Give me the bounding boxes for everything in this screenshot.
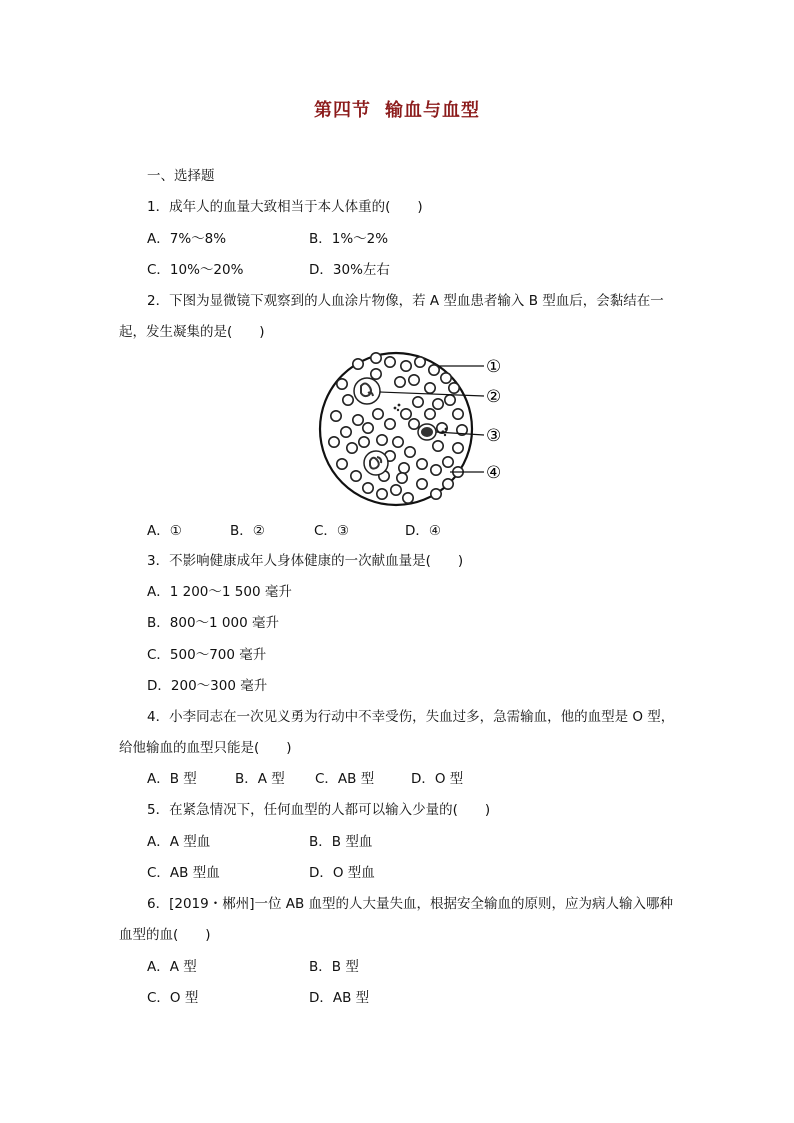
red-blood-cell xyxy=(441,373,451,383)
red-blood-cell xyxy=(363,423,373,433)
q4-stem-line2: 给他输血的血型只能是( ) xyxy=(119,740,292,756)
red-blood-cell xyxy=(443,457,453,467)
q1-option-c: C．10%～20% xyxy=(147,262,244,278)
red-blood-cell xyxy=(363,483,373,493)
q3-option-c: C．500～700 毫升 xyxy=(147,647,267,663)
red-blood-cell xyxy=(417,479,427,489)
red-blood-cell xyxy=(353,359,363,369)
red-blood-cell xyxy=(377,435,387,445)
red-blood-cell xyxy=(385,419,395,429)
red-blood-cell xyxy=(399,463,409,473)
red-blood-cell xyxy=(401,409,411,419)
q6-option-d: D．AB 型 xyxy=(309,990,370,1006)
red-blood-cell xyxy=(337,459,347,469)
red-blood-cell xyxy=(453,409,463,419)
red-blood-cell xyxy=(343,395,353,405)
label-2: ② xyxy=(486,387,502,407)
red-blood-cell xyxy=(429,365,439,375)
red-blood-cell xyxy=(431,489,441,499)
page-title xyxy=(0,96,794,122)
q4-stem-line1: 4．小李同志在一次见义勇为行动中不幸受伤，失血过多，急需输血，他的血型是 O 型， xyxy=(147,709,675,725)
blood-smear-figure xyxy=(318,344,528,516)
red-blood-cell xyxy=(409,419,419,429)
q6-option-a: A．A 型 xyxy=(147,959,197,975)
q5-option-a: A．A 型血 xyxy=(147,834,211,850)
red-blood-cell xyxy=(417,459,427,469)
red-blood-cell xyxy=(413,397,423,407)
label-1: ① xyxy=(486,357,502,377)
q2-option-a: A．① xyxy=(147,523,182,539)
q1-stem: 1．成年人的血量大致相当于本人体重的( ) xyxy=(147,199,423,215)
red-blood-cell xyxy=(401,361,411,371)
q5-option-c: C．AB 型血 xyxy=(147,865,220,881)
white-blood-cell-lower xyxy=(364,451,388,475)
q3-option-d: D．200～300 毫升 xyxy=(147,678,268,694)
red-blood-cell xyxy=(395,377,405,387)
red-blood-cell xyxy=(453,443,463,453)
q4-option-c: C．AB 型 xyxy=(315,771,375,787)
q5-option-d: D．O 型血 xyxy=(309,865,375,881)
red-blood-cell xyxy=(425,383,435,393)
title-topic: 输血与血型 xyxy=(385,100,480,121)
red-blood-cell xyxy=(425,409,435,419)
q5-stem: 5．在紧急情况下，任何血型的人都可以输入少量的( ) xyxy=(147,802,491,818)
q6-option-c: C．O 型 xyxy=(147,990,199,1006)
section-heading: 一、选择题 xyxy=(147,168,215,184)
red-blood-cell xyxy=(371,353,381,363)
red-blood-cell xyxy=(415,357,425,367)
red-blood-cell xyxy=(391,485,401,495)
q4-option-a: A．B 型 xyxy=(147,771,197,787)
q1-option-d: D．30%左右 xyxy=(309,262,390,278)
red-blood-cell xyxy=(443,479,453,489)
q2-option-d: D．④ xyxy=(405,523,441,539)
red-blood-cell xyxy=(329,437,339,447)
q4-option-d: D．O 型 xyxy=(411,771,464,787)
red-blood-cell xyxy=(347,443,357,453)
q6-stem-line2: 血型的血( ) xyxy=(119,927,211,943)
q6-stem-line1: 6．[2019・郴州]一位 AB 血型的人大量失血，根据安全输血的原则，应为病人输入哪种 xyxy=(147,896,674,912)
q6-option-b: B．B 型 xyxy=(309,959,359,975)
red-blood-cell xyxy=(331,411,341,421)
red-blood-cell xyxy=(385,357,395,367)
q4-option-b: B．A 型 xyxy=(235,771,285,787)
label-3: ③ xyxy=(486,426,502,446)
red-blood-cell xyxy=(359,437,369,447)
q2-stem-line2: 起，发生凝集的是( ) xyxy=(119,324,265,340)
q2-stem-line1: 2．下图为显微镜下观察到的人血涂片物像，若 A 型血患者输入 B 型血后，会黏结在一 xyxy=(147,293,664,309)
red-blood-cell xyxy=(353,415,363,425)
red-blood-cell xyxy=(393,437,403,447)
red-blood-cell xyxy=(371,369,381,379)
red-blood-cell xyxy=(431,465,441,475)
red-blood-cell xyxy=(405,447,415,457)
red-blood-cell xyxy=(351,471,361,481)
q3-option-b: B．800～1 000 毫升 xyxy=(147,615,279,631)
red-blood-cell xyxy=(377,489,387,499)
red-blood-cell xyxy=(341,427,351,437)
red-blood-cell xyxy=(449,383,459,393)
q5-option-b: B．B 型血 xyxy=(309,834,373,850)
red-blood-cell xyxy=(403,493,413,503)
red-blood-cell xyxy=(373,409,383,419)
title-section-number: 第四节 xyxy=(314,100,371,121)
red-blood-cell xyxy=(445,395,455,405)
q1-option-a: A．7%～8% xyxy=(147,231,227,247)
red-blood-cell xyxy=(433,441,443,451)
white-blood-cell-2 xyxy=(354,378,380,404)
q3-option-a: A．1 200～1 500 毫升 xyxy=(147,584,292,600)
q2-option-b: B．② xyxy=(230,523,265,539)
red-blood-cell xyxy=(433,399,443,409)
label-4: ④ xyxy=(486,463,502,483)
q1-option-b: B．1%～2% xyxy=(309,231,389,247)
red-blood-cell xyxy=(409,375,419,385)
red-blood-cell xyxy=(397,473,407,483)
white-blood-cell-3 xyxy=(418,424,436,440)
red-blood-cell xyxy=(337,379,347,389)
q3-stem: 3．不影响健康成年人身体健康的一次献血量是( ) xyxy=(147,553,464,569)
q2-option-c: C．③ xyxy=(314,523,350,539)
